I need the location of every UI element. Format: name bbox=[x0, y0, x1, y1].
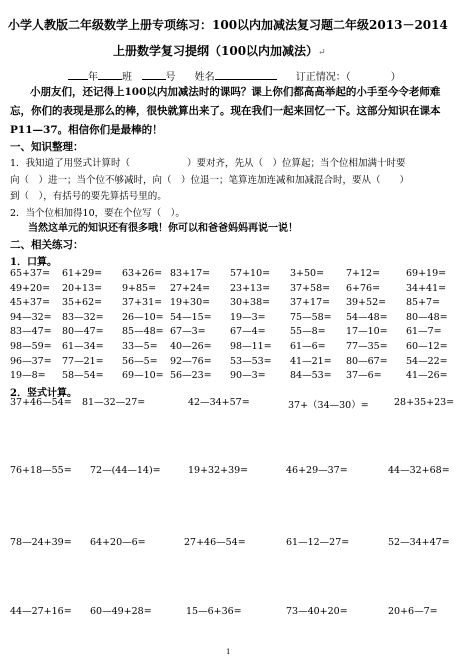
oral-problem: 69+19= bbox=[406, 268, 447, 279]
oral-problem: 98—11= bbox=[230, 340, 272, 352]
oral-problem: 23+13= bbox=[230, 282, 271, 294]
vertical-problem: 15—6+36= bbox=[186, 606, 242, 617]
vertical-problem: 52—34+47= bbox=[388, 537, 450, 548]
oral-problem: 33—5= bbox=[122, 340, 158, 352]
oral-problem: 6+76= bbox=[346, 282, 381, 294]
oral-problem: 75—58= bbox=[290, 311, 332, 323]
oral-problem: 40—26= bbox=[170, 340, 212, 352]
year-blank bbox=[68, 69, 88, 80]
knowledge-line-1: 1．我知道了用竖式计算时（ ）要对齐，先从（ ）位算起；当个位相加满十时要 bbox=[10, 158, 406, 169]
vertical-problem: 37+（34—30）= bbox=[288, 400, 369, 411]
paragraph-mark-icon: ↵ bbox=[318, 48, 326, 58]
vertical-problem: 28+35+23= bbox=[394, 397, 455, 408]
class-blank bbox=[98, 69, 122, 80]
oral-problem: 56—23= bbox=[170, 370, 212, 382]
oral-problem: 61—7= bbox=[406, 326, 442, 338]
oral-problem: 83—32= bbox=[62, 311, 104, 323]
oral-problem: 61+29= bbox=[62, 268, 103, 279]
oral-problem: 85+7= bbox=[406, 297, 441, 309]
oral-problem: 56—5= bbox=[122, 355, 158, 367]
oral-problem: 37+58= bbox=[290, 282, 331, 294]
oral-problem: 41—26= bbox=[406, 370, 448, 382]
section2-title: 二、相关练习： bbox=[10, 239, 84, 251]
vertical-problem: 44—32+68= bbox=[388, 465, 450, 476]
oral-problem: 92—76= bbox=[170, 355, 212, 367]
oral-problem: 19—8= bbox=[10, 370, 46, 382]
vertical-problem: 76+18—55= bbox=[10, 465, 72, 476]
oral-problem: 85—48= bbox=[122, 326, 164, 338]
knowledge-line-2: 向（ ）进一；当个位不够减时，向（ ）位退一；笔算连加连减和加减混合时，要从（ ） bbox=[10, 175, 410, 186]
oral-problem: 94—32= bbox=[10, 311, 52, 323]
oral-problem: 39+52= bbox=[346, 297, 387, 309]
oral-calculation-grid bbox=[10, 268, 458, 385]
oral-calc-title: 1．口算。 bbox=[10, 257, 57, 268]
oral-problem: 45+37= bbox=[10, 297, 51, 309]
oral-problem: 96—37= bbox=[10, 355, 52, 367]
oral-problem: 58—54= bbox=[62, 370, 104, 382]
oral-problem: 69—10= bbox=[122, 370, 164, 382]
oral-problem: 67—4= bbox=[230, 326, 266, 338]
oral-problem: 77—21= bbox=[62, 355, 104, 367]
oral-row bbox=[10, 283, 458, 298]
page-number: 1 bbox=[226, 648, 231, 656]
oral-problem: 19+30= bbox=[170, 297, 211, 309]
oral-problem: 84—53= bbox=[290, 370, 332, 382]
oral-problem: 54—22= bbox=[406, 355, 448, 367]
vertical-problem: 72—(44—14)= bbox=[90, 465, 161, 476]
name-label: 姓名 bbox=[194, 72, 215, 83]
document-subtitle bbox=[113, 42, 326, 59]
vertical-problem: 37+46—54= bbox=[10, 397, 72, 408]
oral-problem: 26—10= bbox=[122, 311, 164, 323]
oral-problem: 80—47= bbox=[62, 326, 104, 338]
oral-problem: 54—48= bbox=[346, 311, 388, 323]
oral-problem: 83+17= bbox=[170, 268, 211, 279]
vertical-row bbox=[10, 537, 455, 551]
section1-title: 一、知识整理： bbox=[10, 141, 84, 153]
reminder-line: 当然这单元的知识还有很多哦！你可以和爸爸妈妈再说一说！ bbox=[28, 223, 298, 234]
vertical-problem: 46+29—37= bbox=[286, 465, 348, 476]
vertical-problem: 78—24+39= bbox=[10, 537, 72, 548]
student-info-line bbox=[68, 68, 401, 83]
number-label: 号 bbox=[165, 72, 176, 83]
class-label: 班 bbox=[122, 72, 132, 83]
oral-problem: 30+38= bbox=[230, 297, 271, 309]
oral-problem: 80—48= bbox=[406, 311, 448, 323]
vertical-row bbox=[10, 465, 455, 479]
oral-problem: 90—3= bbox=[230, 370, 266, 382]
vertical-problem: 60—49+28= bbox=[90, 606, 152, 617]
oral-problem: 35+62= bbox=[62, 297, 103, 309]
name-blank bbox=[215, 69, 277, 80]
subtitle-text: 上册数学复习提纲（100以内加减法） bbox=[113, 44, 319, 58]
vertical-problem: 81—32—27= bbox=[82, 397, 146, 408]
oral-problem: 55—8= bbox=[290, 326, 326, 338]
document-title: 小学人教版二年级数学上册专项练习：100以内加减法复习题二年级2013－2014 bbox=[8, 18, 448, 32]
oral-problem: 19—3= bbox=[230, 311, 266, 323]
knowledge-line-3: 到（ ），有括号的要先算括号里的。 bbox=[10, 191, 167, 202]
oral-problem: 54—15= bbox=[170, 311, 212, 323]
vertical-problem: 44—27+16= bbox=[10, 606, 72, 617]
oral-problem: 61—34= bbox=[62, 340, 104, 352]
vertical-problem: 42—34+57= bbox=[188, 397, 250, 408]
vertical-problem: 73—40+20= bbox=[286, 606, 348, 617]
oral-problem: 57+10= bbox=[230, 268, 271, 279]
oral-problem: 7+12= bbox=[346, 268, 381, 279]
oral-problem: 53—53= bbox=[230, 355, 272, 367]
oral-problem: 20+13= bbox=[62, 282, 103, 294]
oral-row bbox=[10, 312, 458, 327]
oral-problem: 41—21= bbox=[290, 355, 332, 367]
oral-problem: 37—6= bbox=[346, 370, 382, 382]
oral-problem: 80—67= bbox=[346, 355, 388, 367]
vertical-calc-title: 2．竖式计算。 bbox=[10, 388, 77, 399]
vertical-problem: 20+6—7= bbox=[388, 606, 438, 617]
oral-row bbox=[10, 356, 458, 371]
oral-problem: 60—12= bbox=[406, 340, 448, 352]
vertical-problem: 61—12—27= bbox=[286, 537, 350, 548]
oral-problem: 49+20= bbox=[10, 282, 51, 294]
oral-row bbox=[10, 370, 458, 385]
oral-problem: 83—47= bbox=[10, 326, 52, 338]
knowledge-item-2: 2．当个位相加得10，要在个位写（ ）。 bbox=[10, 208, 185, 219]
year-label: 年 bbox=[88, 72, 98, 83]
oral-problem: 9+85= bbox=[122, 282, 157, 294]
correction-close: ） bbox=[390, 72, 401, 83]
correction-label: 订正情况：（ bbox=[295, 72, 351, 83]
number-blank bbox=[142, 69, 166, 80]
oral-problem: 67—3= bbox=[170, 326, 206, 338]
vertical-problem: 64+20—6= bbox=[90, 537, 146, 548]
oral-problem: 77—35= bbox=[346, 340, 388, 352]
vertical-row bbox=[10, 606, 455, 620]
oral-row bbox=[10, 268, 458, 283]
oral-problem: 27+24= bbox=[170, 282, 211, 294]
oral-problem: 37+31= bbox=[122, 297, 163, 309]
oral-row bbox=[10, 297, 458, 312]
vertical-row bbox=[10, 397, 455, 411]
oral-row bbox=[10, 341, 458, 356]
oral-row bbox=[10, 326, 458, 341]
oral-problem: 37+17= bbox=[290, 297, 331, 309]
oral-problem: 34+41= bbox=[406, 282, 447, 294]
oral-problem: 65+37= bbox=[10, 268, 51, 279]
vertical-problem: 27+46—54= bbox=[184, 537, 246, 548]
intro-paragraph: 小朋友们，还记得上100以内加减法时的课吗？课上你们都高高举起的小手至今令老师难忘，你们的表现是那么的棒，很快就算出来了。现在我们一起来回忆一下。这部分知识在课本P11—37。相信你们是最棒的！ bbox=[10, 86, 441, 136]
oral-problem: 63+26= bbox=[122, 268, 163, 279]
vertical-problem: 19+32+39= bbox=[188, 465, 249, 476]
oral-problem: 61—6= bbox=[290, 340, 326, 352]
oral-problem: 17—10= bbox=[346, 326, 388, 338]
oral-problem: 98—59= bbox=[10, 340, 52, 352]
oral-problem: 3+50= bbox=[290, 268, 325, 279]
